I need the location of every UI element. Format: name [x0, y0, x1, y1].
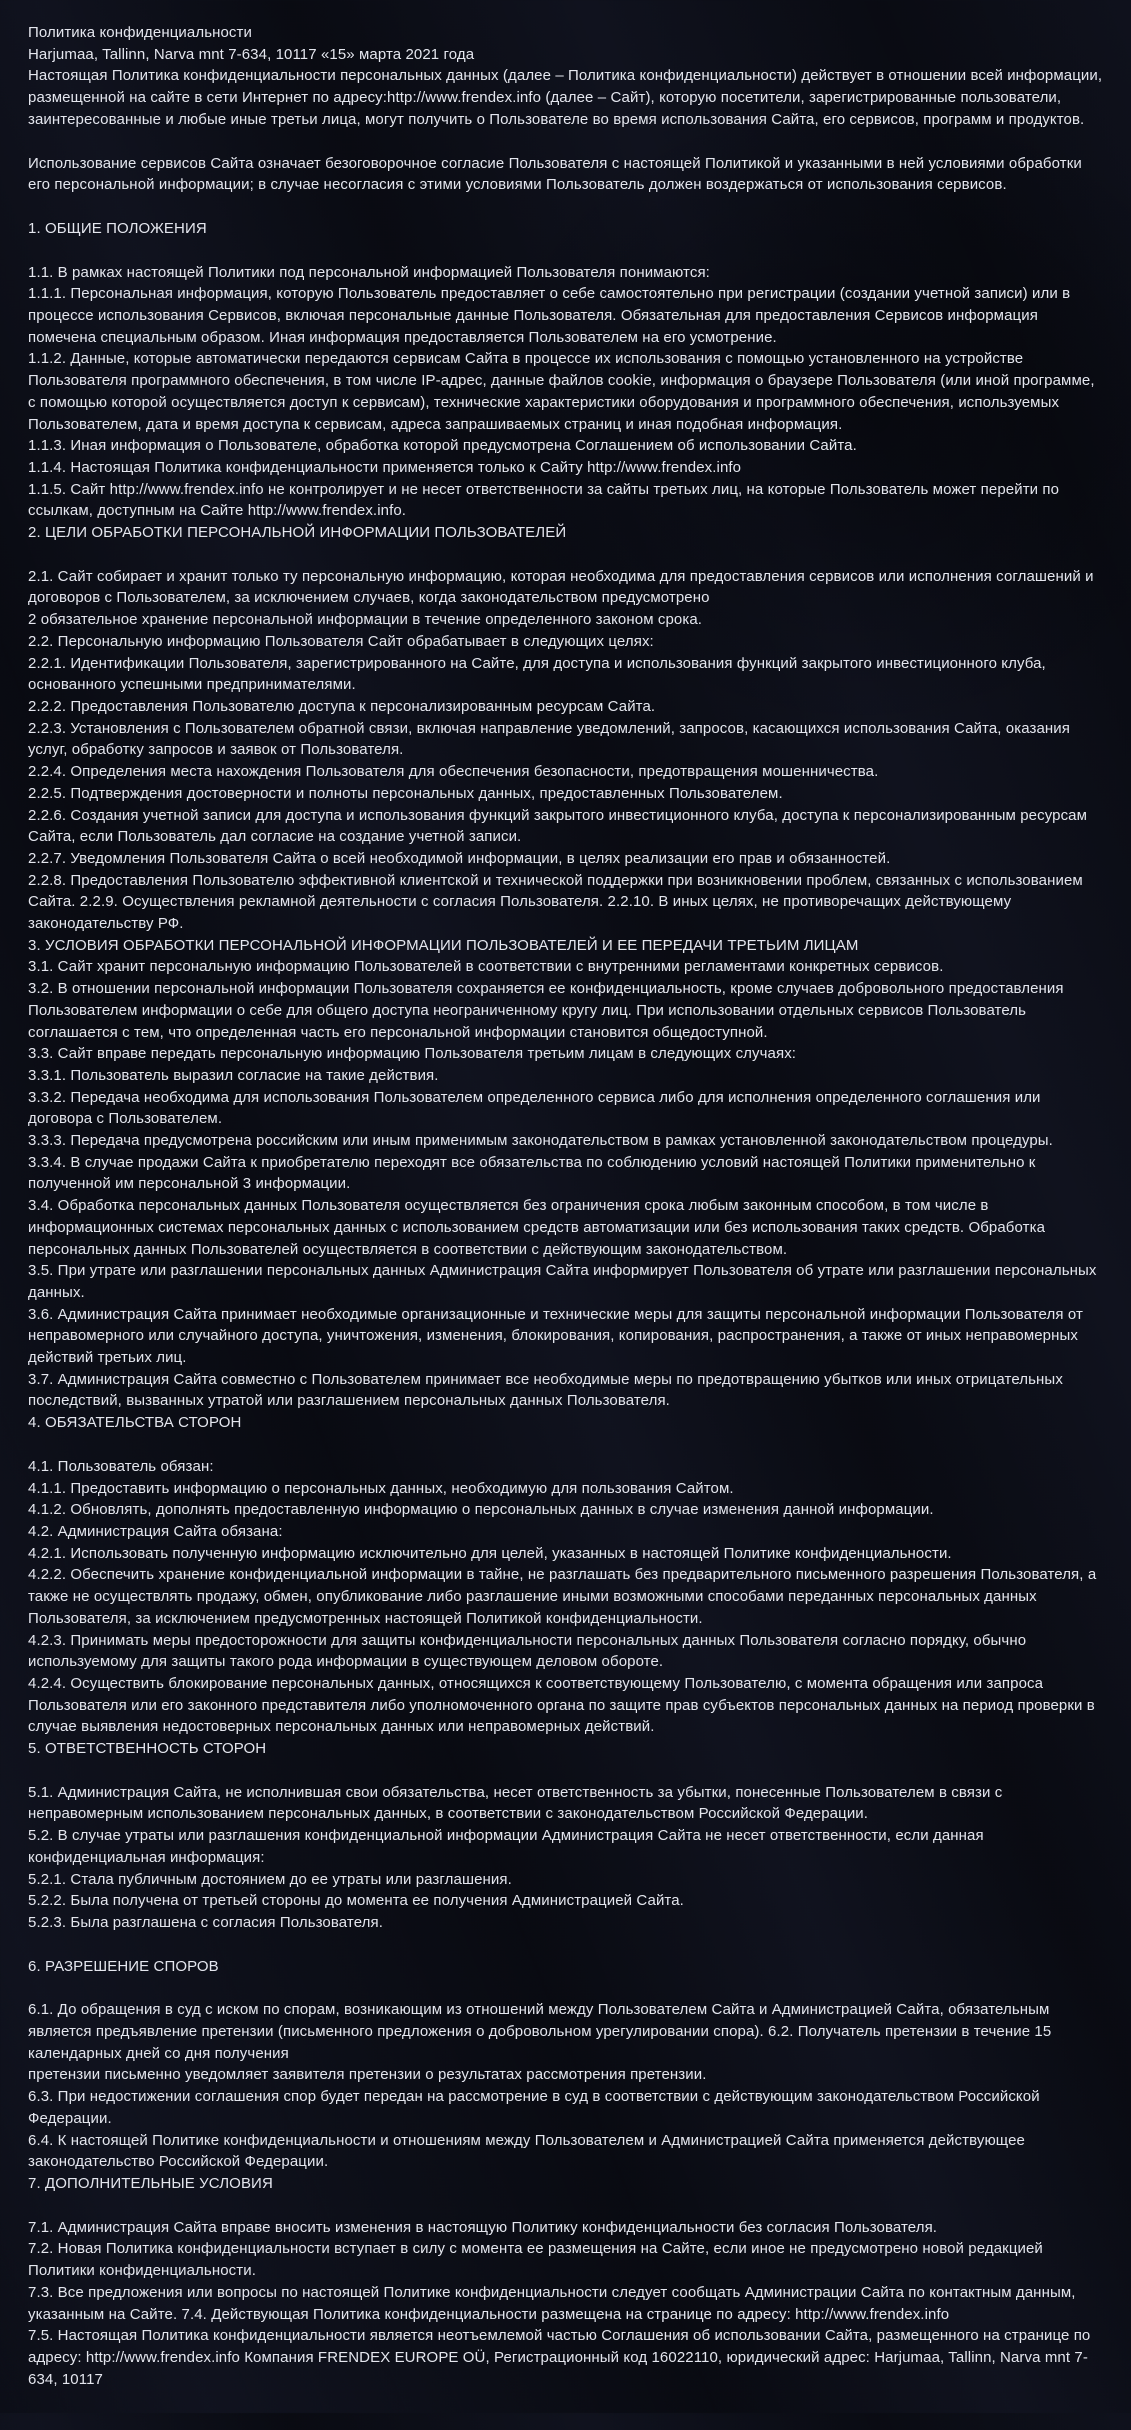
clause-7-1: 7.1. Администрация Сайта вправе вносить изменения в настоящую Политику конфиденциальности без согласия Пользователя. [28, 2218, 938, 2236]
clause-1-1-4: 1.1.4. Настоящая Политика конфиденциальности применяется только к Сайту http://www.frendex.info [28, 458, 742, 476]
clause-5-1: 5.1. Администрация Сайта, не исполнившая свои обязательства, несет ответственность за убытки, понесенные Пользователем в связи с неправомерным использованием персональных данных, в соответствии с законодательством Российской Федерации. [28, 1783, 1003, 1823]
section-1-heading: 1. ОБЩИЕ ПОЛОЖЕНИЯ [28, 219, 207, 237]
clause-5-2-3: 5.2.3. Была разглашена с согласия Пользователя. [28, 1913, 383, 1931]
clause-3-1: 3.1. Сайт хранит персональную информацию Пользователей в соответствии с внутренними регламентами конкретных сервисов. [28, 958, 944, 976]
clause-3-3-3: 3.3.3. Передача предусмотрена российским или иным применимым законодательством в рамках установленной законодательством процедуры. [28, 1132, 1053, 1150]
section-7-heading: 7. ДОПОЛНИТЕЛЬНЫЕ УСЛОВИЯ [28, 2174, 273, 2192]
intro-paragraph: Настоящая Политика конфиденциальности персональных данных (далее – Политика конфиденциальности) действует в отношении всей информации, размещенной на сайте в сети Интернет по адресу:http://www.frendex.info (далее – Сайт), которую посетители, зарегистрированные пользователи, заинтересованные и любые иные третьи лица, могут получить о Пользователе во время использования Сайта, его сервисов, программ и продуктов. [28, 67, 1103, 128]
clause-4-2: 4.2. Администрация Сайта обязана: [28, 1523, 283, 1540]
clause-5-2-1: 5.2.1. Стала публичным достоянием до ее утраты или разглашения. [28, 1870, 512, 1888]
consent-paragraph: Использование сервисов Сайта означает безоговорочное согласие Пользователя с настоящей Политикой и указанными в ней условиями обработки его персональной информации; в случае несогласия с этими условиями Пользователь должен воздержаться от использования сервисов. [28, 154, 1082, 194]
clause-2-2-4: 2.2.4. Определения места нахождения Пользователя для обеспечения безопасности, предотвращения мошенничества. [28, 763, 879, 781]
clause-2-2-5: 2.2.5. Подтверждения достоверности и полноты персональных данных, предоставленных Пользователем. [28, 784, 783, 802]
company-address-line: Harjumaa, Tallinn, Narva mnt 7-634, 10117 «15» марта 2021 года [28, 45, 475, 63]
clause-3-3-2: 3.3.2. Передача необходима для использования Пользователем определенного сервиса либо для исполнения определенного соглашения или договора с Пользователем. [28, 1088, 1041, 1128]
blank-line [28, 2195, 1105, 2217]
clause-4-2-2: 4.2.2. Обеспечить хранение конфиденциальной информации в тайне, не разглашать без предварительного письменного разрешения Пользователя, а также не осуществлять продажу, обмен, опубликование либо разглашение иными возможными способами переданных персональных данных Пользователя, за исключением предусмотренных настоящей Политикой конфиденциальности. [28, 1566, 1097, 1627]
section-5-heading: 5. ОТВЕТСТВЕННОСТЬ СТОРОН [28, 1740, 267, 1758]
clause-3-3-4: 3.3.4. В случае продажи Сайта к приобретателю переходят все обязательства по соблюдению условий настоящей Политики применительно к полученной им персональной 3 информации. [28, 1153, 1036, 1193]
blank-line [28, 1760, 1105, 1782]
blank-line [28, 240, 1105, 262]
clause-7-3-7-4: 7.3. Все предложения или вопросы по настоящей Политике конфиденциальности следует сообщать Администрации Сайта по контактным данным, указанным на Сайте. 7.4. Действующая Политика конфиденциальности размещена на странице по адресу: http://www.frendex.info [28, 2283, 1076, 2323]
clause-4-1: 4.1. Пользователь обязан: [28, 1457, 214, 1475]
clause-2-2-2: 2.2.2. Предоставления Пользователю доступа к персонализированным ресурсам Сайта. [28, 697, 656, 715]
clause-3-6: 3.6. Администрация Сайта принимает необходимые организационные и технические меры для защиты персональной информации Пользователя от неправомерного или случайного доступа, уничтожения, изменения, блокирования, копирования, распространения, а также от иных неправомерных действий третьих лиц. [28, 1305, 1083, 1367]
section-2-heading: 2. ЦЕЛИ ОБРАБОТКИ ПЕРСОНАЛЬНОЙ ИНФОРМАЦИИ ПОЛЬЗОВАТЕЛЕЙ [28, 524, 567, 542]
clause-6-2-continued: претензии письменно уведомляет заявителя претензии о результатах рассмотрения претензии. [28, 2066, 707, 2084]
blank-line [28, 1977, 1105, 1999]
section-3-heading: 3. УСЛОВИЯ ОБРАБОТКИ ПЕРСОНАЛЬНОЙ ИНФОРМАЦИИ ПОЛЬЗОВАТЕЛЕЙ И ЕЕ ПЕРЕДАЧИ ТРЕТЬИМ ЛИЦАМ [28, 936, 859, 954]
blank-line [28, 196, 1105, 218]
clause-3-7: 3.7. Администрация Сайта совместно с Пользователем принимает все необходимые меры по предотвращению убытков или иных отрицательных последствий, вызванных утратой или разглашением персональных данных Пользователя. [28, 1370, 1063, 1410]
clause-2-2-1: 2.2.1. Идентификации Пользователя, зарегистрированного на Сайте, для доступа и использования функций закрытого инвестиционного клуба, основанного успешными предпринимателями. [28, 654, 1046, 694]
blank-line [28, 131, 1105, 153]
clause-4-2-4: 4.2.4. Осуществить блокирование персональных данных, относящихся к соответствующему Пользователю, с момента обращения или запроса Пользователя или его законного представителя либо уполномоченного органа по защите прав субъектов персональных данных на период проверки в случае выявления недостоверных персональных данных или неправомерных действий. [28, 1674, 1095, 1736]
clause-6-3: 6.3. При недостижении соглашения спор будет передан на рассмотрение в суд в соответствии с действующим законодательством Российской Федерации. [28, 2088, 1040, 2127]
clause-3-3: 3.3. Сайт вправе передать персональную информацию Пользователя третьим лицам в следующих случаях: [28, 1045, 797, 1063]
clause-6-1-6-2: 6.1. До обращения в суд с иском по спорам, возникающим из отношений между Пользователем Сайта и Администрацией Сайта, обязательным является предъявление претензии (письменного предложения о добровольном урегулировании спора). 6.2. Получатель претензии в течение 15 календарных дней со дня получения [28, 2001, 1052, 2062]
blank-line [28, 1434, 1105, 1456]
clause-1-1-2: 1.1.2. Данные, которые автоматически передаются сервисам Сайта в процессе их использования с помощью установленного на устройстве Пользователя программного обеспечения, в том числе IP-адрес, данные файлов cookie, информация о браузере Пользователя (или иной программе, с помощью которой осуществляется доступ к сервисам), технические характеристики оборудования и программного обеспечения, используемых Пользователем, дата и время доступа к сервисам, адреса запрашиваемых страниц и иная подобная информация. [28, 350, 1095, 433]
clause-6-4: 6.4. К настоящей Политике конфиденциальности и отношениям между Пользователем и Администрацией Сайта применяется действующее законодательство Российской Федерации. [28, 2131, 1025, 2171]
clause-4-2-1: 4.2.1. Использовать полученную информацию исключительно для целей, указанных в настоящей Политике конфиденциальности. [28, 1544, 952, 1562]
clause-5-2: 5.2. В случае утраты или разглашения конфиденциальной информации Администрация Сайта не несет ответственности, если данная конфиденциальная информация: [28, 1827, 984, 1866]
clause-1-1-3: 1.1.3. Иная информация о Пользователе, обработка которой предусмотрена Соглашением об использовании Сайта. [28, 437, 857, 455]
blank-line [28, 544, 1105, 566]
clause-2-2-6: 2.2.6. Создания учетной записи для доступа и использования функций закрытого инвестиционного клуба, доступа к персонализированным ресурсам Сайта, если Пользователь дал согласие на создание учетной записи. [28, 806, 1088, 846]
section-6-heading: 6. РАЗРЕШЕНИЕ СПОРОВ [28, 1957, 219, 1975]
clause-7-5: 7.5. Настоящая Политика конфиденциальности является неотъемлемой частью Соглашения об использовании Сайта, размещенного на странице по адресу: http://www.frendex.info Компания FRENDEX EUROPE OÜ, Регистрационный код 16022110, юридический адрес: Harjumaa, Tallinn, Narva mnt 7-634, 10117 [28, 2327, 1091, 2388]
clause-4-1-1: 4.1.1. Предоставить информацию о персональных данных, необходимую для пользования Сайтом. [28, 1479, 734, 1497]
clause-3-2: 3.2. В отношении персональной информации Пользователя сохраняется ее конфиденциальность, кроме случаев добровольного предоставления Пользователем информации о себе для общего доступа неограниченному кругу лиц. При использовании отдельных сервисов Пользователь соглашается с тем, что определенная часть его персональной информации становится общедоступной. [28, 980, 1064, 1041]
clause-1-1-1: 1.1.1. Персональная информация, которую Пользователь предоставляет о себе самостоятельно при регистрации (создании учетной записи) или в процессе использования Сервисов, включая персональные данные Пользователя. Обязательная для предоставления Сервисов информация помечена специальным образом. Иная информация предоставляется Пользователем на его усмотрение. [28, 285, 1071, 346]
clause-3-5: 3.5. При утрате или разглашении персональных данных Администрация Сайта информирует Пользователя об утрате или разглашении персональных данных. [28, 1262, 1097, 1301]
clause-2-2-8-to-2-2-10: 2.2.8. Предоставления Пользователю эффективной клиентской и технической поддержки при возникновении проблем, связанных с использованием Сайта. 2.2.9. Осуществления рекламной деятельности с согласия Пользователя. 2.2.10. В иных целях, не противоречащих действующему законодательству РФ. [28, 871, 1083, 933]
clause-4-1-2: 4.1.2. Обновлять, дополнять предоставленную информацию о персональных данных в случае изменения данной информации. [28, 1501, 934, 1519]
clause-2-2: 2.2. Персональную информацию Пользователя Сайт обрабатывает в следующих целях: [28, 632, 654, 650]
clause-4-2-3: 4.2.3. Принимать меры предосторожности для защиты конфиденциальности персональных данных Пользователя согласно порядку, обычно используемому для защиты такого рода информации в существующем деловом обороте. [28, 1631, 1027, 1671]
policy-title: Политика конфиденциальности [28, 24, 252, 41]
clause-2-1: 2.1. Сайт собирает и хранит только ту персональную информацию, которая необходима для предоставления сервисов или исполнения соглашений и договоров с Пользователем, за исключением случаев, когда законодательством предусмотрено [28, 567, 1094, 607]
clause-1-1-5: 1.1.5. Сайт http://www.frendex.info не контролирует и не несет ответственности за сайты третьих лиц, на которые Пользователь может перейти по ссылкам, доступным на Сайте http://www.frendex.info. [28, 480, 1060, 520]
clause-7-2: 7.2. Новая Политика конфиденциальности вступает в силу с момента ее размещения на Сайте, если иное не предусмотрено новой редакцией Политики конфиденциальности. [28, 2240, 1043, 2280]
clause-3-3-1: 3.3.1. Пользователь выразил согласие на такие действия. [28, 1066, 439, 1084]
section-4-heading: 4. ОБЯЗАТЕЛЬСТВА СТОРОН [28, 1414, 242, 1432]
clause-2-1-continued: 2 обязательное хранение персональной информации в течение определенного законом срока. [28, 611, 703, 629]
clause-2-2-7: 2.2.7. Уведомления Пользователя Сайта о всей необходимой информации, в целях реализации его прав и обязанностей. [28, 849, 891, 867]
blank-line [28, 1934, 1105, 1956]
clause-5-2-2: 5.2.2. Была получена от третьей стороны до момента ее получения Администрацией Сайта. [28, 1892, 684, 1910]
clause-2-2-3: 2.2.3. Установления с Пользователем обратной связи, включая направление уведомлений, запросов, касающихся использования Сайта, оказания услуг, обработку запросов и заявок от Пользователя. [28, 719, 1071, 759]
clause-3-4: 3.4. Обработка персональных данных Пользователя осуществляется без ограничения срока любым законным способом, в том числе в информационных системах персональных данных с использованием средств автоматизации или без использования таких средств. Обработка персональных данных Пользователей осуществляется в соответствии с действующим законодательством. [28, 1197, 1046, 1258]
clause-1-1: 1.1. В рамках настоящей Политики под персональной информацией Пользователя понимаются: [28, 263, 710, 281]
